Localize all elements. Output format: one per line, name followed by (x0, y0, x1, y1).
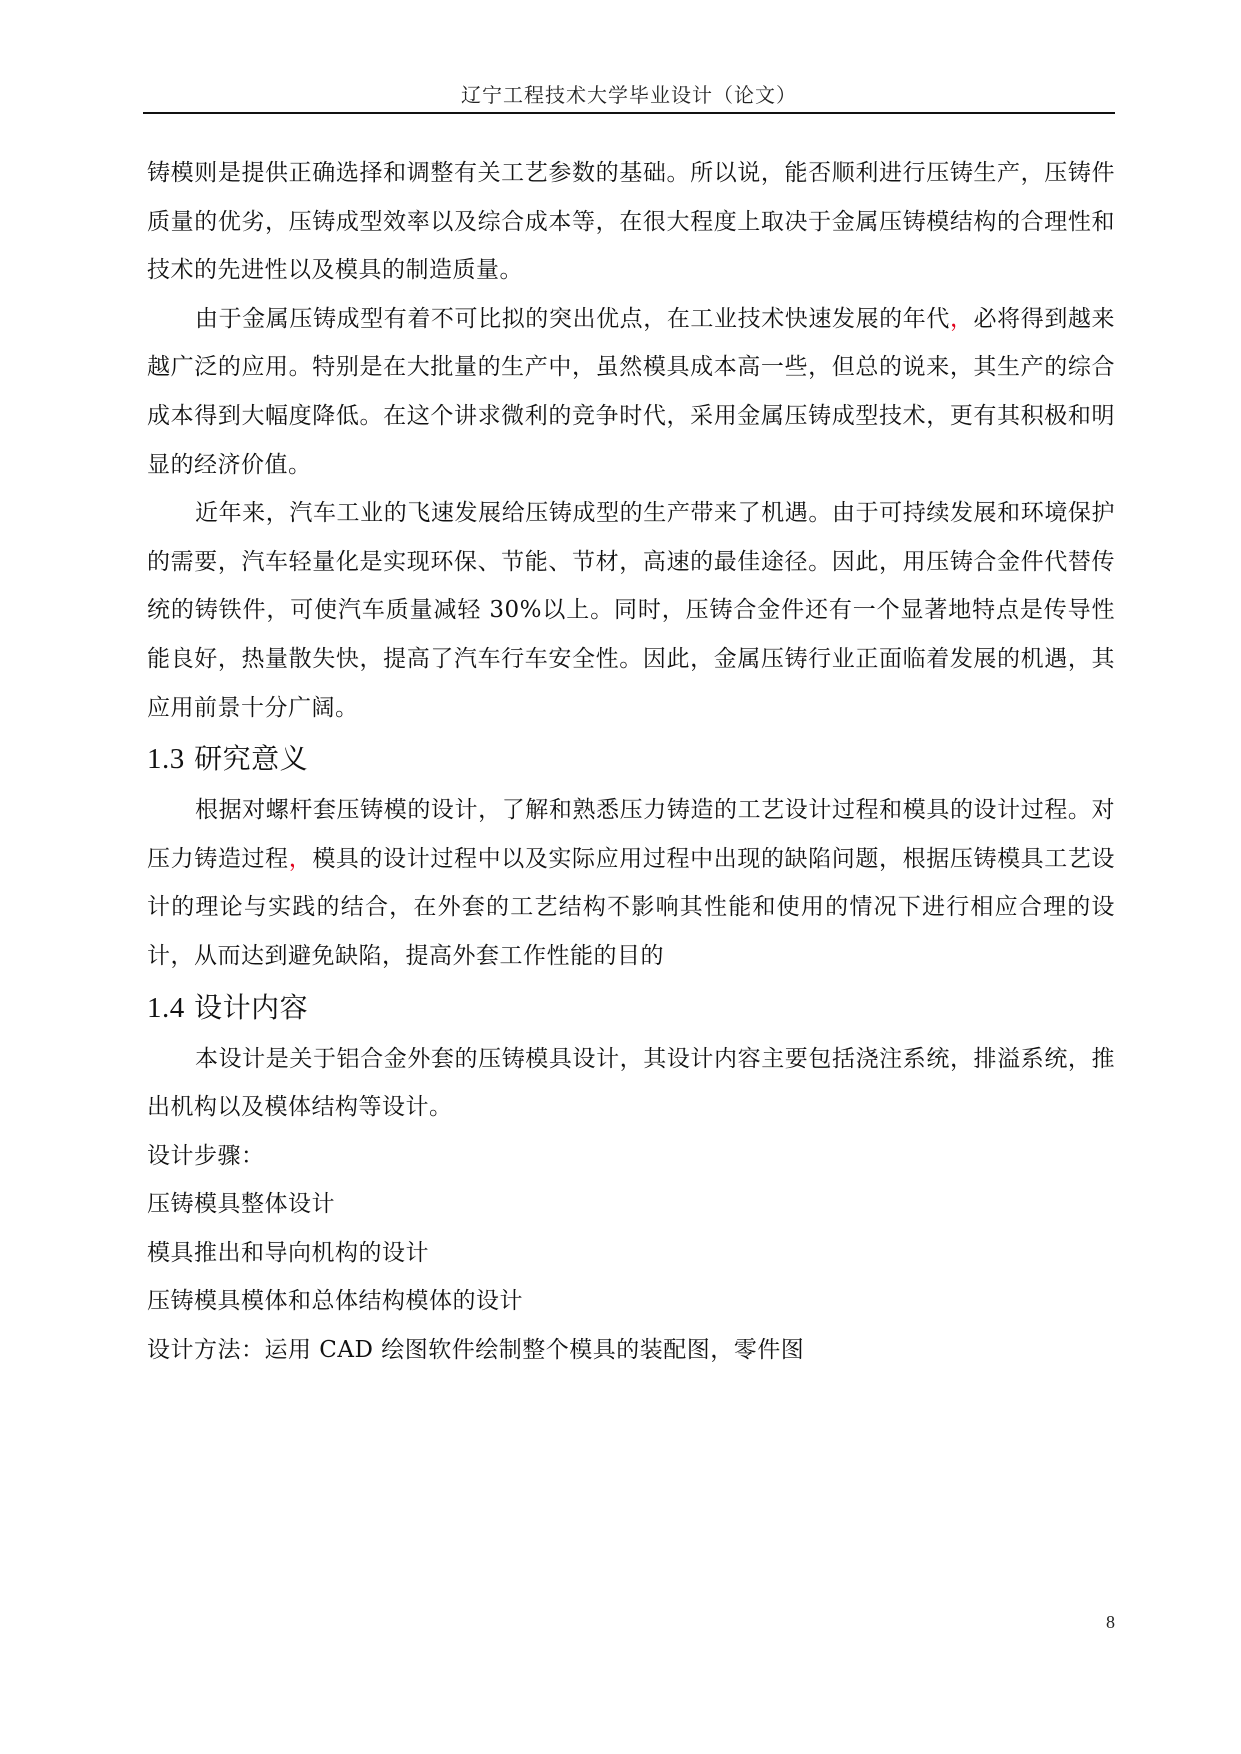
design-step-item: 压铸模具模体和总体结构模体的设计 (147, 1288, 523, 1315)
paragraph-automotive: 近年来，汽车工业的飞速发展给压铸成型的生产带来了机遇。由于可持续发展和环境保护的需要，汽车轻量化是实现环保、节能、节材，高速的最佳途径。因此，用压铸合金件代替传统的铸铁件，可使汽车质量减轻 30%以上。同时，压铸合金件还有一个显著地特点是传导性能良好，热量散失快，提高了汽车行车安全性。因此，金属压铸行业正面临着发展的机遇，其应用前景十分广阔。 (147, 500, 1115, 721)
design-step-item: 压铸模具整体设计 (147, 1191, 335, 1218)
paragraph-text: 必将得到越来越广泛的应用。特别是在大批量的生产中，虽然模具成本高一些，但总的说来，其生产的综合成本得到大幅度降低。在这个讲求微利的竞争时代，采用金属压铸成型技术，更有其积极和明显的经济价值。 (147, 305, 1116, 478)
running-header: 辽宁工程技术大学毕业设计（论文） (461, 83, 797, 107)
paragraph-text: 模具的设计过程中以及实际应用过程中出现的缺陷问题，根据压铸模具工艺设计的理论与实践的结合，在外套的工艺结构不影响其性能和使用的情况下进行相应合理的设计，从而达到避免缺陷，提高外套工作性能的目的 (147, 845, 1116, 969)
highlighted-punctuation: ， (949, 305, 974, 332)
paragraph-text: 根据对螺杆套压铸模的设计，了解和熟悉压力铸造的工艺设计过程和模具的设计过程。对压力铸造过程 (147, 797, 1115, 872)
header-rule (143, 112, 1115, 114)
design-step-item: 模具推出和导向机构的设计 (147, 1239, 429, 1266)
section-title: 研究意义 (194, 742, 309, 776)
paragraph-advantages (147, 295, 1115, 489)
paragraph-significance (147, 786, 1115, 980)
section-number: 1.4 (147, 991, 185, 1024)
section-number: 1.3 (147, 743, 185, 776)
design-steps-label: 设计步骤： (147, 1142, 265, 1169)
section-heading-1-4 (147, 981, 1115, 1035)
paragraph-continued: 铸模则是提供正确选择和调整有关工艺参数的基础。所以说，能否顺利进行压铸生产，压铸件质量的优劣，压铸成型效率以及综合成本等，在很大程度上取决于金属压铸模结构的合理性和技术的先进性以及模具的制造质量。 (147, 160, 1115, 284)
section-title: 设计内容 (194, 990, 309, 1024)
section-heading-1-3 (147, 732, 1115, 786)
design-method: 设计方法：运用 CAD 绘图软件绘制整个模具的装配图，零件图 (147, 1337, 805, 1364)
page-number: 8 (1106, 1612, 1115, 1632)
paragraph-design-content: 本设计是关于铝合金外套的压铸模具设计，其设计内容主要包括浇注系统，排溢系统，推出机构以及模体结构等设计。 (147, 1045, 1115, 1121)
paragraph-text: 由于金属压铸成型有着不可比拟的突出优点，在工业技术快速发展的年代 (195, 305, 950, 332)
highlighted-punctuation: ， (288, 845, 313, 872)
body-text (147, 149, 1115, 1375)
